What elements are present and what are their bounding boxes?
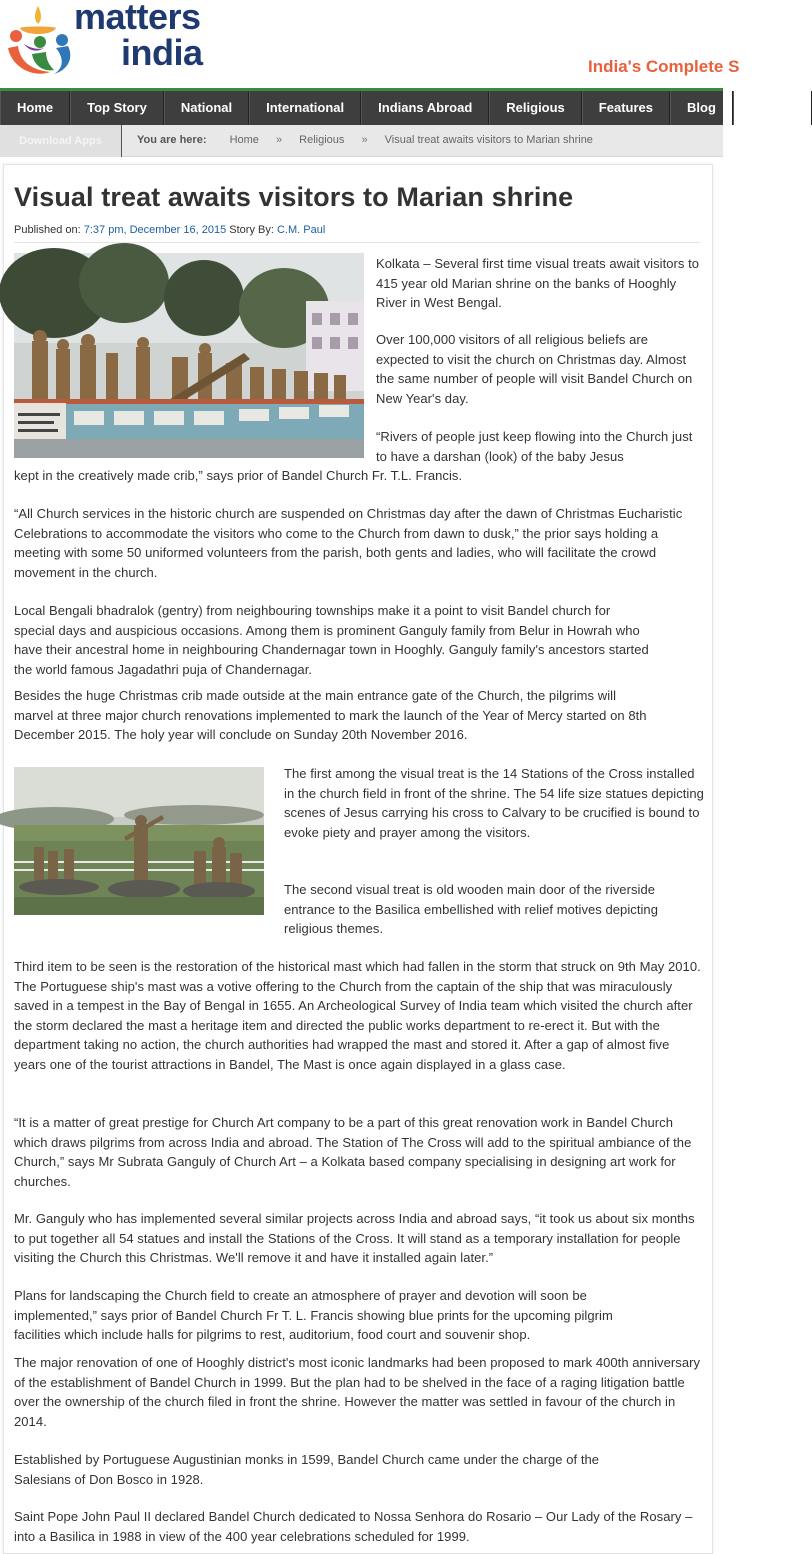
article-paragraph: “All Church services in the historic church are suspended on Christmas day after the dawn of Christmas Eucharistic Celebrations to accommodate the visitors who come to the Church from dawn to dusk,” the prior says holding a meeting with some 50 uniformed volunteers from the parish, both gents and ladies, who will facilitate the crowd movement in the church. [14,506,683,580]
article-title: Visual treat awaits visitors to Marian shrine [14,182,574,212]
logo-text-india: india [121,32,203,73]
nav-item-international[interactable]: International [249,91,361,125]
author-link[interactable]: C.M. Paul [276,224,326,236]
published-date[interactable]: 7:37 pm, December 16, 2015 [83,224,227,236]
breadcrumb-bar [0,125,723,157]
article-paragraph: Besides the huge Christmas crib made outside at the main entrance gate of the Church, the pilgrims will marvel at three major church renovations implemented to mark the launch of the Year of Mercy started on 8th December 2015. The holy year will conclude on Sunday 20th November 2016. [14,688,647,743]
article-paragraph: Established by Portuguese Augustinian monks in 1599, Bandel Church came under the charge of the Salesians of Don Bosco in 1928. [14,1452,600,1487]
breadcrumb-home[interactable]: Home [229,134,259,146]
article-paragraph: Over 100,000 visitors of all religious beliefs are expected to visit the church on Christmas day. Almost the same number of people will visit Bandel Church on New Year's day. [376,332,693,406]
story-by-label: Story By: [229,224,274,236]
article-image-stations-wall [14,253,364,458]
meta-divider [14,242,700,243]
logo-emblem-icon [4,0,76,80]
breadcrumb-separator: » [275,134,283,146]
nav-item-features[interactable]: Features [582,91,670,125]
article-paragraph: Local Bengali bhadralok (gentry) from neighbouring townships make it a point to visit Bandel church for special days and auspicious occasions. Among them is prominent Ganguly family from Belur in Howrah who have their ancestral home in neighbouring Chandernagar town in Hooghly. Ganguly family's ancestors started the world famous Jagadathri puja of Chandernagar. [14,603,649,677]
article-paragraph: Plans for landscaping the Church field to create an atmosphere of prayer and devotion will soon be implemented,” says prior of Bandel Church Fr T. L. Francis showing blue prints for the upcoming pilgrim facilities which include halls for pilgrims to rest, auditorium, food court and souvenir shop. [14,1288,613,1343]
article-paragraph: Mr. Ganguly who has implemented several similar projects across India and abroad says, “it took us about six months to put together all 54 statues and install the Stations of the Cross. It will stand as a temporary installation for people visiting the Church this Christmas. We'll remove it and have it installed again later.” [14,1211,695,1266]
breadcrumb [137,125,593,157]
breadcrumb-current: Visual treat awaits visitors to Marian shrine [384,134,593,146]
article-image-stations-field [14,767,264,915]
main-nav [0,91,795,125]
article-paragraph: Saint Pope John Paul II declared Bandel Church dedicated to Nossa Senhora do Rosario – Our Lady of the Rosary – into a Basilica in 1988 in view of the 400 year celebrations scheduled for 1999. [14,1509,693,1544]
breadcrumb-religious[interactable]: Religious [299,134,345,146]
article-paragraph: The second visual treat is old wooden main door of the riverside entrance to the Basilica embellished with relief motives depicting religious themes. [284,882,658,937]
article-paragraph: kept in the creatively made crib,” says prior of Bandel Church Fr. T.L. Francis. [14,468,463,483]
nav-item-review[interactable]: Review [733,91,812,125]
nav-item-blog[interactable]: Blog [670,91,733,125]
article-paragraph: Kolkata – Several first time visual treats await visitors to 415 year old Marian shrine on the banks of Hooghly River in West Bengal. [376,256,700,311]
article-paragraph: “Rivers of people just keep flowing into the Church just to have a darshan (look) of the baby Jesus [376,429,693,464]
breadcrumb-label: You are here: [137,134,207,146]
article-paragraph: Third item to be seen is the restoration of the historical mast which had fallen in the storm that struck on 9th May 2010. The Portuguese ship's mast was a votive offering to the Church from the captain of the ship that was miraculously saved in a tempest in the Bay of Bengal in 1655. An Archeological Survey of India team which visited the church after the storm declared the mast a heritage item and directed the public works department to re-erect it. But with the department taking no action, the church authorities had wrapped the mast and stored it. After a gap of almost five years one of the tourist attractions in Bandel, The Mast is once again displayed in a glass case. [14,959,701,1072]
article-paragraph: The first among the visual treat is the 14 Stations of the Cross installed in the church field in front of the shrine. The 54 life size statues depicting scenes of Jesus carrying his cross to Calvary to be crucified is bound to evoke piety and prayer among the visitors. [284,766,704,840]
nav-item-home[interactable]: Home [0,91,70,125]
article-paragraph: “It is a matter of great prestige for Church Art company to be a part of this great renovation work in Bandel Church which draws pilgrims from across India and abroad. The Station of The Cross will add to the spiritual ambiance of the Church,” says Mr Subrata Ganguly of Church Art – a Kolkata based company specialising in designing art work for churches. [14,1115,692,1189]
nav-item-religious[interactable]: Religious [489,91,582,125]
nav-item-indians-abroad[interactable]: Indians Abroad [361,91,489,125]
article-paragraph: The major renovation of one of Hooghly district's most iconic landmarks had been proposed to mark 400th anniversary of the establishment of Bandel Church in 1999. But the plan had to be shelved in the face of a raging litigation battle over the ownership of the church filed in front the shrine. However the matter was settled in favour of the church in 2014. [14,1355,701,1429]
logo-text-matters: matters [74,0,201,37]
published-label: Published on: [14,224,81,236]
site-logo[interactable] [4,0,219,88]
article-meta [14,224,325,236]
site-tagline: India's Complete S [588,57,740,76]
breadcrumb-separator: » [361,134,368,146]
download-apps-link[interactable]: Download Apps [0,125,122,157]
site-header [0,0,740,90]
nav-item-national[interactable]: National [164,91,249,125]
nav-item-top-story[interactable]: Top Story [70,91,164,125]
